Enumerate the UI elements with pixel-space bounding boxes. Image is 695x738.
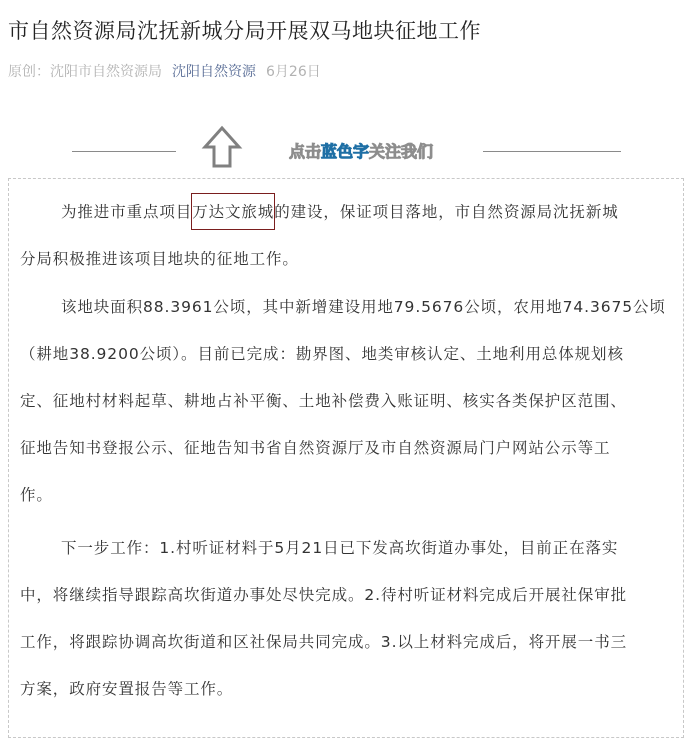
paragraph-line: 定、征地村材料起草、耕地占补平衡、土地补偿费入账证明、核实各类保护区范围、 — [20, 392, 627, 410]
paragraph-line: 分局积极推进该项目地块的征地工作。 — [20, 250, 299, 268]
publish-date: 6月26日 — [266, 64, 321, 80]
follow-text-after: 关注我们 — [369, 142, 434, 161]
article-title: 市自然资源局沈抚新城分局开展双马地块征地工作 — [8, 19, 481, 43]
author-label — [8, 61, 162, 81]
follow-us-text — [289, 139, 433, 162]
highlighted-project-name: 万达文旅城 — [192, 194, 274, 229]
paragraph-line: 工作，将跟踪协调高坎街道和区社保局共同完成。3.以上材料完成后，将开展一书三 — [20, 633, 627, 651]
account-link[interactable]: 沈阳自然资源 — [172, 64, 256, 80]
paragraph-line: 作。 — [20, 486, 53, 504]
follow-text-blue: 蓝色字 — [321, 142, 370, 161]
paragraph-line: 方案，政府安置报告等工作。 — [20, 680, 234, 698]
divider-line-left — [72, 151, 176, 152]
author-name: 沈阳市自然资源局 — [50, 64, 162, 80]
follow-text-before: 点击 — [289, 142, 322, 161]
divider-line-right — [483, 151, 621, 152]
text-span: 为推进市重点项目 — [61, 203, 193, 221]
text-span: 的建设，保证项目落地，市自然资源局沈抚新城 — [274, 203, 619, 221]
paragraph-2 — [20, 284, 680, 519]
paragraph-1 — [20, 189, 680, 283]
paragraph-line — [20, 189, 680, 236]
follow-banner — [0, 115, 695, 170]
paragraph-line: 中，将继续指导跟踪高坎街道办事处尽快完成。2.待村听证材料完成后开展社保审批 — [20, 586, 627, 604]
paragraph-line: 征地告知书登报公示、征地告知书省自然资源厅及市自然资源局门户网站公示等工 — [20, 439, 611, 457]
paragraph-line: 该地块面积88.3961公顷，其中新增建设用地79.5676公顷，农用地74.3675公顷 — [61, 298, 666, 316]
paragraph-line: 下一步工作：1.村听证材料于5月21日已下发高坎街道办事处，目前正在落实 — [61, 539, 619, 557]
up-arrow-icon — [200, 125, 244, 169]
paragraph-line: （耕地38.9200公顷）。目前已完成：勘界图、地类审核认定、土地利用总体规划核 — [20, 345, 624, 363]
article-meta — [8, 61, 321, 81]
original-label: 原创： — [8, 64, 50, 80]
paragraph-3 — [20, 525, 680, 713]
